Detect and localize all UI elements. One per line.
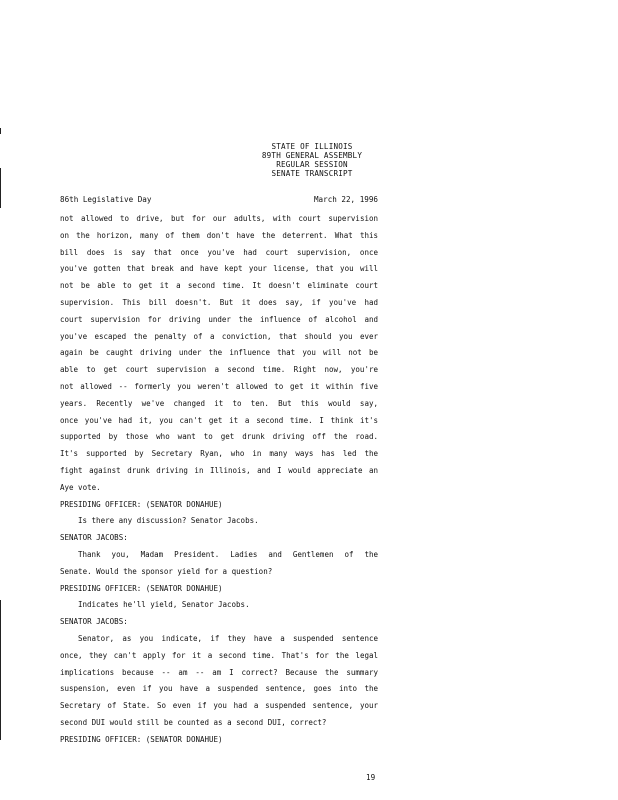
transcript-line: not allowed to drive, but for our adults, with court supervision	[60, 214, 378, 223]
page-number: 19	[366, 773, 376, 782]
transcript-line: years. Recently we've changed it to ten. But this would say,	[60, 398, 378, 408]
transcript-body	[60, 214, 378, 752]
transcript-line: you've escaped the penalty of a conviction, that should you ever	[60, 331, 378, 341]
transcript-line: once, they can't apply for it a second time. That's for the legal	[60, 650, 378, 660]
transcript-line: able to get court supervision a second time. Right now, you're	[60, 365, 378, 375]
transcript-line: suspension, even if you have a suspended sentence, goes into the	[60, 684, 378, 694]
transcript-line: bill does is say that once you've had court supervision, once	[60, 247, 378, 257]
header-state: STATE OF ILLINOIS	[271, 142, 353, 151]
transcript-line: not be able to get it a second time. It doesn't eliminate court	[60, 281, 378, 291]
transcript-line: again be caught driving under the influence that you will not be	[60, 348, 378, 358]
header-transcript: SENATE TRANSCRIPT	[271, 169, 353, 178]
transcript-line: Secretary of State. So even if you had a suspended sentence, your	[60, 701, 378, 711]
transcript-line: once you've had it, you can't get it a second time. I think it's	[60, 415, 378, 425]
transcript-line: SENATOR JACOBS:	[60, 533, 128, 543]
transcript-line: on the horizon, many of them don't have the deterrent. What this	[60, 230, 378, 240]
transcript-header	[0, 142, 618, 178]
transcript-line: Senate. Would the sponsor yield for a question?	[60, 566, 273, 576]
transcript-line: SENATOR JACOBS:	[60, 617, 128, 627]
header-assembly: 89TH GENERAL ASSEMBLY	[261, 151, 363, 160]
transcript-line: Senator, as you indicate, if they have a suspended sentence	[78, 633, 378, 643]
transcript-line: PRESIDING OFFICER: (SENATOR DONAHUE)	[60, 734, 223, 744]
transcript-line: supervision. This bill doesn't. But it does say, if you've had	[60, 297, 378, 307]
transcript-line: PRESIDING OFFICER: (SENATOR DONAHUE)	[60, 499, 223, 509]
header-session: REGULAR SESSION	[276, 160, 348, 169]
transcript-line: not allowed -- formerly you weren't allowed to get it within five	[60, 381, 378, 391]
transcript-line: second DUI would still be counted as a second DUI, correct?	[60, 717, 327, 727]
transcript-line: Is there any discussion? Senator Jacobs.	[78, 516, 259, 526]
transcript-line: Indicates he'll yield, Senator Jacobs.	[78, 600, 250, 610]
transcript-line: implications because -- am -- am I correct? Because the summary	[60, 667, 378, 677]
transcript-line: It's supported by Secretary Ryan, who in many ways has led the	[60, 449, 378, 459]
transcript-line: court supervision for driving under the influence of alcohol and	[60, 314, 378, 324]
transcript-date: March 22, 1996	[313, 195, 378, 204]
legislative-day: 86th Legislative Day	[60, 195, 152, 204]
margin-mark-top	[0, 128, 1, 134]
transcript-line: Aye vote.	[60, 482, 101, 492]
margin-mark-bottom	[0, 600, 1, 740]
transcript-line: supported by those who want to get drunk driving off the road.	[60, 432, 378, 442]
transcript-line: Thank you, Madam President. Ladies and Gentlemen of the	[78, 549, 378, 559]
transcript-line: PRESIDING OFFICER: (SENATOR DONAHUE)	[60, 583, 223, 593]
transcript-line: fight against drunk driving in Illinois, and I would appreciate an	[60, 465, 378, 475]
transcript-line: you've gotten that break and have kept your license, that you will	[60, 264, 378, 274]
